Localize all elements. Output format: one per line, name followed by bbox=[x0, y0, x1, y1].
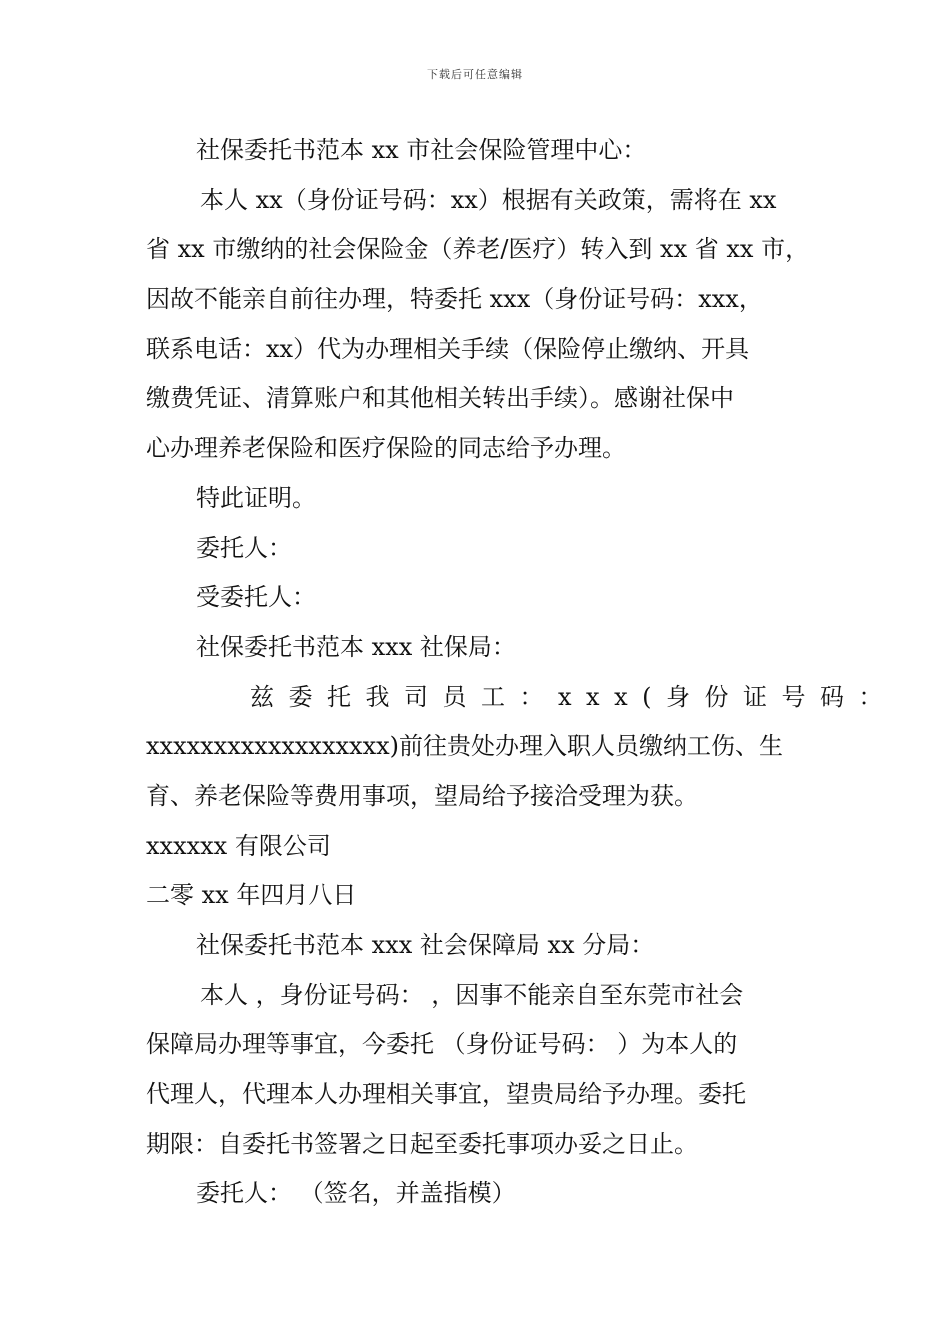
document-body bbox=[146, 126, 897, 1219]
paragraph-line: 联系电话：xx）代为办理相关手续（保险停止缴纳、开具 bbox=[146, 334, 750, 363]
paragraph-line: 省 xx 市缴纳的社会保险金（养老/医疗）转入到 xx 省 xx 市， bbox=[146, 235, 810, 264]
spread-text: 兹委托我司员工：xxx(身份证号码： bbox=[250, 682, 897, 711]
date-line: 二零 xx 年四月八日 bbox=[146, 881, 357, 910]
paragraph-line: xxxxxxxxxxxxxxxxxx)前往贵处办理入职人员缴纳工伤、生 bbox=[146, 732, 783, 761]
paragraph-line: 本人 xx（身份证号码：xx）根据有关政策，需将在 xx bbox=[200, 185, 777, 214]
header-note: 下载后可任意编辑 bbox=[427, 68, 523, 81]
paragraph-line-spread bbox=[146, 673, 897, 723]
company-name: xxxxxx 有限公司 bbox=[146, 831, 331, 860]
letter-2-salutation: 社保委托书范本 xxx 社保局： bbox=[196, 632, 516, 661]
paragraph-line: 保障局办理等事宜，今委托 （身份证号码： ）为本人的 bbox=[146, 1030, 738, 1059]
paragraph-line: 因故不能亲自前往办理，特委托 xxx（身份证号码：xxx， bbox=[146, 285, 763, 314]
paragraph-line: 代理人，代理本人办理相关事宜，望贵局给予办理。委托 bbox=[146, 1080, 746, 1109]
agent-line: 受委托人： bbox=[196, 583, 316, 612]
certification-line: 特此证明。 bbox=[196, 483, 316, 512]
paragraph-line: 育、养老保险等费用事项，望局给予接洽受理为获。 bbox=[146, 781, 698, 810]
paragraph-line: 缴费凭证、清算账户和其他相关转出手续）。感谢社保中 bbox=[146, 384, 734, 413]
paragraph-line: 期限：自委托书签署之日起至委托事项办妥之日止。 bbox=[146, 1129, 698, 1158]
paragraph-line: 心办理养老保险和医疗保险的同志给予办理。 bbox=[146, 434, 626, 463]
principal-line: 委托人： bbox=[196, 533, 292, 562]
paragraph-line: 本人 ，身份证号码： ，因事不能亲自至东莞市社会 bbox=[200, 980, 744, 1009]
letter-1-salutation: 社保委托书范本 xx 市社会保险管理中心： bbox=[196, 136, 647, 164]
letter-3-salutation: 社保委托书范本 xxx 社会保障局 xx 分局： bbox=[196, 931, 655, 959]
signature-line: 委托人： （签名，并盖指模） bbox=[196, 1179, 516, 1208]
